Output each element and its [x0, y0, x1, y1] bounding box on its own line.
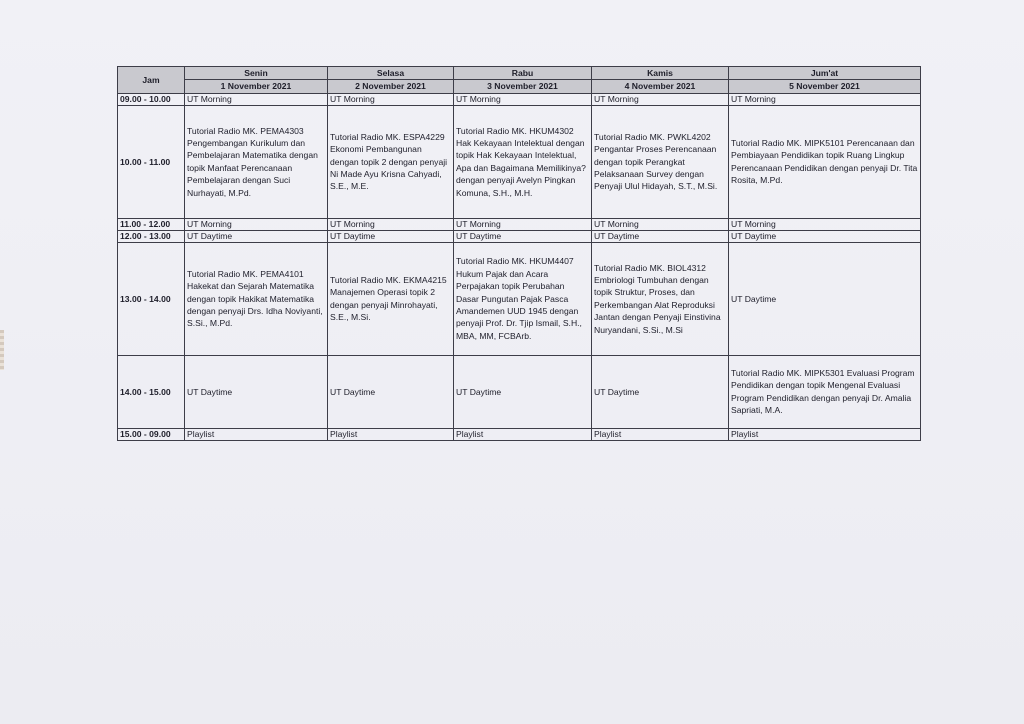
program-cell: UT Morning [729, 218, 921, 230]
day-header: Rabu [454, 67, 592, 80]
time-slot: 13.00 - 14.00 [118, 242, 185, 355]
date-header: 5 November 2021 [729, 80, 921, 93]
program-cell: Tutorial Radio MK. ESPA4229 Ekonomi Pembangunan dengan topik 2 dengan penyaji Ni Made Ayu Krisna Cahyadi, S.E., M.E. [328, 105, 454, 218]
day-header: Selasa [328, 67, 454, 80]
program-cell: Tutorial Radio MK. HKUM4407 Hukum Pajak dan Acara Perpajakan topik Perubahan Dasar Pungutan Pajak Pasca Amandemen UUD 1945 dengan penyaji Prof. Dr. Tjip Ismail, S.H., MBA, MM, FCBArb. [454, 242, 592, 355]
program-cell: UT Morning [328, 218, 454, 230]
program-cell: Tutorial Radio MK. EKMA4215 Manajemen Operasi topik 2 dengan penyaji Minrohayati, S.E., M.Si. [328, 242, 454, 355]
program-cell: UT Daytime [592, 230, 729, 242]
jam-header: Jam [118, 67, 185, 94]
program-cell: Tutorial Radio MK. PEMA4101 Hakekat dan Sejarah Matematika dengan topik Hakikat Matematika dengan penyaji Drs. Idha Noviyanti, S.Si., M.Pd. [185, 242, 328, 355]
program-cell: UT Morning [729, 93, 921, 105]
program-cell: Tutorial Radio MK. MIPK5301 Evaluasi Program Pendidikan dengan topik Mengenal Evaluasi Program Pendidikan dengan penyaji Dr. Amalia Sapriati, M.A. [729, 355, 921, 428]
day-header: Senin [185, 67, 328, 80]
date-header: 4 November 2021 [592, 80, 729, 93]
program-cell: Tutorial Radio MK. MIPK5101 Perencanaan dan Pembiayaan Pendidikan topik Ruang Lingkup Perencanaan Pendidikan dengan penyaji Dr. Tita Rosita, M.Pd. [729, 105, 921, 218]
program-cell: Tutorial Radio MK. BIOL4312 Embriologi Tumbuhan dengan topik Struktur, Proses, dan Perkembangan Alat Reproduksi Jantan dengan Penyaji Einstivina Nuryandani, S.Si., M.Si [592, 242, 729, 355]
program-cell: UT Morning [454, 218, 592, 230]
header-row-days [118, 67, 921, 80]
program-cell: UT Daytime [454, 355, 592, 428]
scan-edge-mark [0, 330, 4, 370]
program-cell: Playlist [729, 428, 921, 440]
table-row [118, 428, 921, 440]
program-cell: Playlist [328, 428, 454, 440]
program-cell: UT Morning [592, 218, 729, 230]
time-slot: 12.00 - 13.00 [118, 230, 185, 242]
program-cell: UT Morning [328, 93, 454, 105]
time-slot: 14.00 - 15.00 [118, 355, 185, 428]
program-cell: Playlist [454, 428, 592, 440]
program-cell: Playlist [185, 428, 328, 440]
date-header: 2 November 2021 [328, 80, 454, 93]
header-row-dates [118, 80, 921, 93]
program-cell: UT Daytime [454, 230, 592, 242]
date-header: 1 November 2021 [185, 80, 328, 93]
time-slot: 10.00 - 11.00 [118, 105, 185, 218]
program-cell: UT Daytime [328, 355, 454, 428]
program-cell: UT Morning [185, 93, 328, 105]
program-cell: UT Morning [592, 93, 729, 105]
program-cell: Playlist [592, 428, 729, 440]
day-header: Kamis [592, 67, 729, 80]
broadcast-schedule-table [117, 66, 921, 441]
program-cell: UT Morning [185, 218, 328, 230]
program-cell: Tutorial Radio MK. HKUM4302 Hak Kekayaan Intelektual dengan topik Hak Kekayaan Intelektual, Apa dan Bagaimana Memilikinya? dengan penyaji Avelyn Pingkan Komuna, S.H., M.H. [454, 105, 592, 218]
day-header: Jum'at [729, 67, 921, 80]
time-slot: 09.00 - 10.00 [118, 93, 185, 105]
program-cell: UT Morning [454, 93, 592, 105]
program-cell: UT Daytime [729, 230, 921, 242]
time-slot: 15.00 - 09.00 [118, 428, 185, 440]
table-row [118, 230, 921, 242]
table-row [118, 218, 921, 230]
table-row [118, 93, 921, 105]
time-slot: 11.00 - 12.00 [118, 218, 185, 230]
program-cell: UT Daytime [185, 230, 328, 242]
program-cell: UT Daytime [729, 242, 921, 355]
program-cell: UT Daytime [592, 355, 729, 428]
program-cell: Tutorial Radio MK. PEMA4303 Pengembangan Kurikulum dan Pembelajaran Matematika dengan topik Manfaat Perencanaan Pembelajaran dengan Suci Nurhayati, M.Pd. [185, 105, 328, 218]
program-cell: UT Daytime [328, 230, 454, 242]
table-row [118, 355, 921, 428]
program-cell: Tutorial Radio MK. PWKL4202 Pengantar Proses Perencanaan dengan topik Perangkat Pelaksanaan Survey dengan Penyaji Ulul Hidayah, S.T., M.Si. [592, 105, 729, 218]
table-row [118, 105, 921, 218]
program-cell: UT Daytime [185, 355, 328, 428]
date-header: 3 November 2021 [454, 80, 592, 93]
table-row [118, 242, 921, 355]
